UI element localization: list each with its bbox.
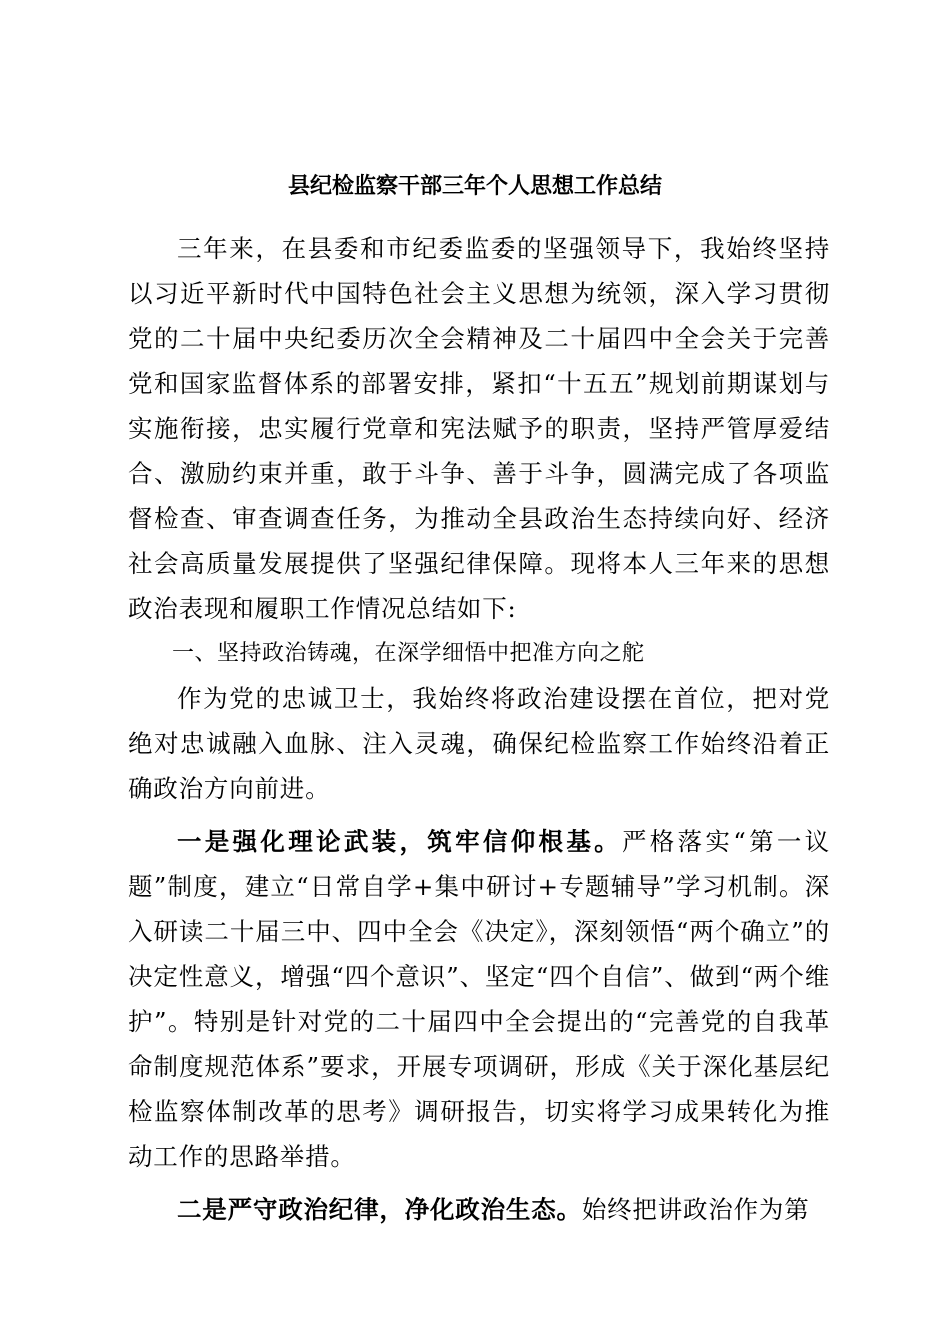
point-2-lead: 二是严守政治纪律，净化政治生态。: [177, 1195, 582, 1224]
point-1-lead: 一是强化理论武装，筑牢信仰根基。: [177, 827, 622, 856]
intro-paragraph: 三年来，在县委和市纪委监委的坚强领导下，我始终坚持以习近平新时代中国特色社会主义思想为统领，深入学习贯彻党的二十届中央纪委历次全会精神及二十届四中全会关于完善党和国家监督体系的部署安排，紧扣“十五五”规划前期谋划与实施衔接，忠实履行党章和宪法赋予的职责，坚持严管厚爱结合、激励约束并重，敢于斗争、善于斗争，圆满完成了各项监督检查、审查调查任务，为推动全县政治生态持续向好、经济社会高质量发展提供了坚强纪律保障。现将本人三年来的思想政治表现和履职工作情况总结如下:: [128, 234, 830, 623]
point-2-text: 始终把讲政治作为第: [581, 1195, 810, 1224]
point-1-text: 严格落实“第一议题”制度，建立“日常自学+集中研讨+专题辅导”学习机制。深入研读二十届三中、四中全会《决定》，深刻领悟“两个确立”的决定性意义，增强“四个意识”、坚定“四个自信”、做到“两个维护”。特别是针对党的二十届四中全会提出的“完善党的自我革命制度规范体系”要求，开展专项调研，形成《关于深化基层纪检监察体制改革的思考》调研报告，切实将学习成果转化为推动工作的思路举措。: [128, 827, 830, 1171]
document-title: 县纪检监察干部三年个人思想工作总结: [287, 173, 662, 199]
document-body: [128, 226, 830, 1232]
section-1-intro-paragraph: 作为党的忠诚卫士，我始终将政治建设摆在首位，把对党绝对忠诚融入血脉、注入灵魂，确保纪检监察工作始终沿着正确政治方向前进。: [128, 684, 830, 803]
point-2-paragraph: [128, 1187, 830, 1232]
section-heading-1: 一、坚持政治铸魂，在深学细悟中把准方向之舵: [172, 641, 645, 666]
point-1-paragraph: [128, 819, 830, 1179]
